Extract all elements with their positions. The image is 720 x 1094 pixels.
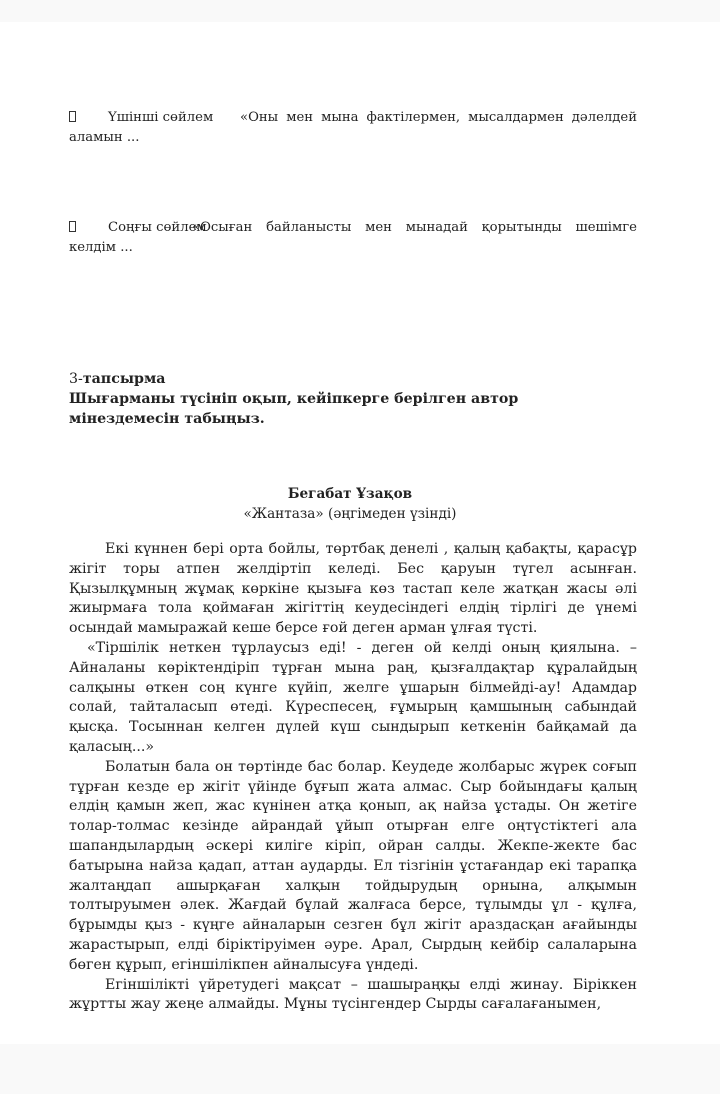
task-heading — [69, 369, 609, 389]
bullet-label: Соңғы сөйлем — [108, 220, 207, 235]
task-instruction: Шығарманы түсініп оқып, кейіпкерге берілген автор мінездемесін табыңыз. — [69, 391, 519, 427]
document-page — [0, 22, 720, 1044]
bullet-text-third — [240, 108, 637, 128]
missing-glyph-box-icon — [69, 111, 76, 122]
task-label: тапсырма — [82, 371, 166, 387]
story-text — [69, 540, 637, 1015]
story-paragraph: Егіншілікті үйретудегі мақсат – шашыраңқы елді жинау. Біріккен жұртты жау жеңе алмайды. Мұны түсінгендер Сырды сағалағанымен, — [69, 976, 637, 1013]
bullet-label: Үшінші сөйлем — [108, 110, 214, 125]
bullet-text-third-continuation — [69, 128, 637, 148]
task-number: 3- — [69, 371, 83, 387]
story-author: Бегабат Ұзақов — [287, 486, 413, 502]
bullet-text: «Оны мен мына фактілермен, мысалдармен дәлелдей — [240, 110, 637, 125]
story-title: «Жантаза» (әңгімеден үзінді) — [243, 506, 457, 522]
bullet-text-continuation: аламын ... — [69, 130, 140, 145]
bullet-text: «Осыған байланысты мен мынадай қорытынды шешімге — [192, 220, 637, 235]
story-paragraph: Екі күннен бері орта бойлы, төртбақ денелі , қалың қабақты, қарасұр жігіт торы атпен желдіртіп келеді. Бес қаруын түгел асынған. Қызылқұмның жұмақ көркіне қызыға көз тастап келе жатқан жасы әлі жиырмаға тола қоймаған жігіттің кеудесіндегі елдің тірлігі де үнемі осындай мамыражай кеше берсе ғой деген арман ұлғая түсті. — [69, 541, 637, 637]
bullet-text-continuation: келдім ... — [69, 240, 133, 255]
story-paragraph: Болатын бала он төртінде бас болар. Кеудеде жолбарыс жүрек соғып тұрған кезде ер жігіт үйінде бұғып жата алмас. Сыр бойындағы қалың елдің қамын жеп, жас күнінен атқа қонып, ақ найза ұстады. Он жетіге толар-толмас кезінде айрандай ұйып отырған елге оңтүстіктегі ала шапандылардың әскері киліге кіріп, ойран салды. Жекпе-жекте бас батырына найза қадап, аттан аударды. Ел тізгінін ұстағандар екі тарапқа жалтаңдап ашырқаған халқын тойдырудың орнына, алқымын толтыруымен әлек. Жағдай бұлай жалғаса берсе, тұлымды ұл - құлға, бұрымды қыз - күңге айналарын сезген бұл жігіт араздасқан ағайынды жарастырып, елді біріктіруімен әуре. Арал, Сырдың кейбір салаларына бөген құрып, егіншілікпен айналысуға үндеді. — [69, 758, 637, 973]
missing-glyph-box-icon — [69, 221, 76, 232]
task-block — [69, 369, 609, 429]
bullet-text-last — [192, 218, 637, 238]
bullet-text-last-continuation — [69, 238, 637, 258]
story-header — [60, 484, 640, 524]
story-paragraph: «Тіршілік неткен тұрлаусыз еді! - деген ой келді оның қиялына. – Айналаны көріктендіріп тұрған мына раң, қызғалдақтар құралайдың салқыны өткен соң күнге күйіп, желге ұшарын білмейді-ау! Адамдар солай, тайталасып өтеді. Күреспесең, ғұмырың қамшының сабындай қысқа. Тосыннан келген дүлей күш сындырып кеткенін байқамай да қаласың...» — [69, 639, 637, 755]
